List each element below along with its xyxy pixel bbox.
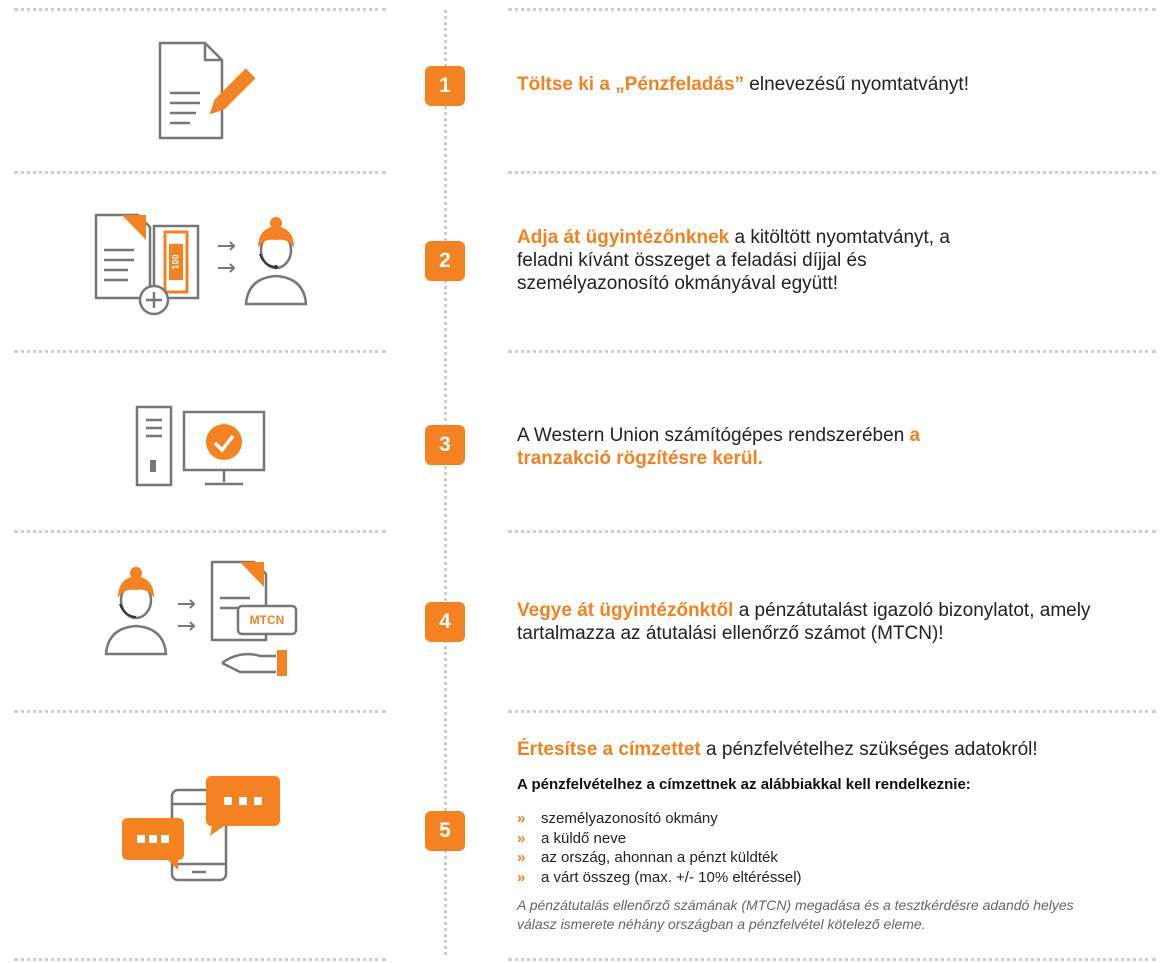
row-separator — [508, 350, 1156, 353]
row-separator — [508, 171, 1156, 174]
step-2-body: a kitöltött nyomtatványt, a feladni kívánt összeget a feladási díjjal és személyazonosító okmányával együtt! — [517, 227, 950, 294]
step-5-emphasis: Értesítse a címzettet — [517, 739, 701, 760]
row-separator — [508, 8, 1156, 11]
step-1-emphasis: Töltse ki a „Pénzfeladás” — [517, 74, 745, 95]
list-item: » a várt összeg (max. +/- 10% eltéréssel) — [517, 868, 802, 886]
list-item: » a küldő neve — [517, 829, 627, 847]
receipt-mtcn-label: MTCN — [249, 613, 285, 628]
row-separator — [508, 530, 1156, 533]
step-3-emphasis: a tranzakció rögzítésre kerül. — [517, 425, 921, 469]
mtcn-note: A pénzátutalás ellenőrző számának (MTCN) megadása és a tesztkérdésre adandó helyes válasz ismerete néhány országban a pénzfelvétel kötelező eleme. — [517, 897, 1074, 932]
list-item: » az ország, ahonnan a pénzt küldték — [517, 849, 778, 866]
step-2-text — [517, 226, 1007, 295]
step-1-body: elnevezésű nyomtatványt! — [744, 74, 969, 95]
computer-check-icon — [133, 402, 273, 492]
form-edit-icon — [150, 38, 260, 144]
chevron-right-icon: » — [517, 849, 524, 866]
row-separator — [14, 8, 386, 11]
step-5-body: a pénzfelvételhez szükséges adatokról! — [700, 739, 1038, 760]
step-4-emphasis: Vegye át ügyintézőnktől — [517, 600, 734, 621]
step-number-badge: 3 — [425, 425, 465, 465]
step-number-badge: 1 — [425, 66, 465, 106]
step-4-text — [517, 599, 1117, 645]
step-number-badge: 5 — [425, 811, 465, 851]
list-item: » személyazonosító okmány — [517, 810, 718, 827]
row-separator — [14, 350, 386, 353]
banknote-label: 100 — [170, 254, 181, 270]
row-separator — [14, 530, 386, 533]
step-3-body: A Western Union számítógépes rendszerében — [517, 425, 910, 446]
chevron-right-icon: » — [517, 868, 524, 886]
step-1-text — [517, 73, 1157, 96]
chevron-right-icon: » — [517, 829, 524, 847]
requirements-heading: A pénzfelvételhez a címzettnek az alábbiakkal kell rendelkeznie: — [517, 776, 971, 793]
requirements-list — [517, 809, 802, 887]
row-separator — [508, 958, 1156, 961]
row-separator — [14, 171, 386, 174]
row-separator — [508, 710, 1156, 713]
step-2-emphasis: Adja át ügyintézőnknek — [517, 227, 730, 248]
step-number-badge: 4 — [425, 602, 465, 642]
chevron-right-icon: » — [517, 810, 524, 827]
step-4-body: a pénzátutalást igazoló bizonylatot, amely tartalmazza az átutalási ellenőrző számot (MTCN)! — [517, 600, 1091, 644]
row-separator — [14, 958, 386, 961]
step-number-badge: 2 — [425, 241, 465, 281]
step-5-text — [517, 738, 1157, 761]
receive-receipt-icon — [100, 558, 305, 680]
chat-phone-icon — [120, 772, 285, 884]
step-3-text — [517, 424, 967, 470]
hand-over-money-icon — [88, 210, 318, 322]
row-separator — [14, 710, 386, 713]
